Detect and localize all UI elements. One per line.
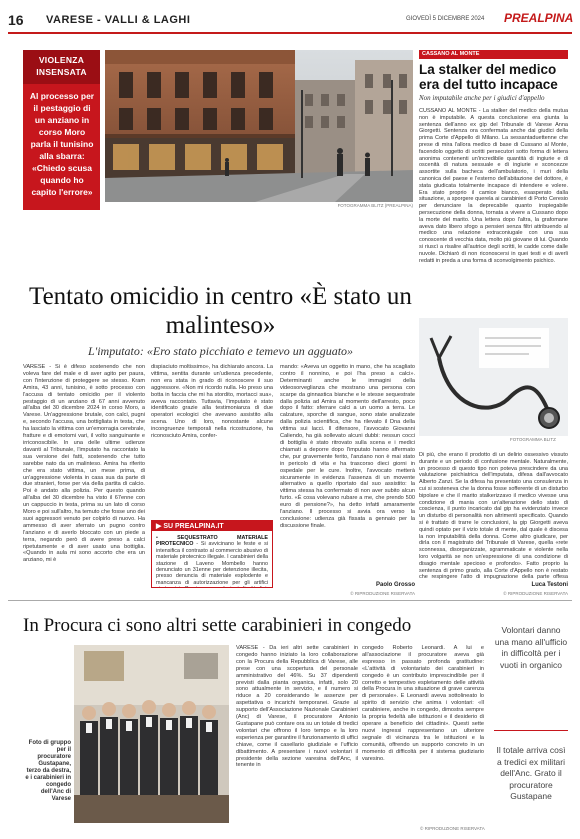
main-credit: © RIPRODUZIONE RISERVATA (350, 591, 415, 596)
promo-heading: ▶ SU PREALPINA.IT (152, 521, 272, 531)
right-author: Luca Testoni (531, 582, 568, 588)
doctor-photo (419, 318, 568, 436)
page-header (8, 8, 572, 34)
quote-divider (494, 730, 568, 731)
right-headline: La stalker del medico era del tutto incapace (419, 62, 558, 92)
pull-quote-2: Il totale arriva così a tredici ex militari dell'Anc. Grato il procuratore Gustapane (496, 745, 566, 801)
bottom-body-column-1: VARESE - Da ieri altri sette carabinieri in congedo hanno iniziato la loro collaborazione con la Procura della Repubblica di Varese, alle prese con una scopertura del personale amministrativo del 46%. Su 37 dipendenti previsti dalla pianta organica, infatti, solo 20 sono attualmente in servizio, e il numero si riduce a 20 considerando le assenze per aspettativa o incarichi temporanei. Grazie al supporto dell'Associazione Nazionale Carabinieri (Anc) di Varese, il procuratore Antonio Gustapane può contare ora su un totale di tredici volontari che offrono il loro tempo e la loro esperienza per garantire il funzionamento di uffici chiave, come il casellario giudiziale e l'ufficio dibattimento. A presentare i nuovi volontari il presidente della sezione varesina dell'Anc, il tenente in (236, 645, 358, 769)
carabinieri-group-image (74, 645, 229, 823)
promo-text: - Si avvicinano le feste e si intensifica il contrasto al commercio abusivo di materiale pirotecnico illegale. I carabinieri della stazione di Laveno Mombello hanno denunciato un 31enne per detenzione illecita, presso denuncia di materiale esplodente e mancanza di autorizzazione per gli artifici (156, 541, 268, 586)
promo-lead: SEQUESTRATO MATERIALE PIROTECNICO (156, 535, 268, 548)
street-photo (105, 50, 413, 202)
right-credit: © RIPRODUZIONE RISERVATA (503, 591, 568, 596)
newspaper-logo: PREALPINA (504, 11, 574, 25)
pull-quote-1: Volontari danno una mano all'ufficio in difficoltà per i vuoti in organico (494, 625, 568, 670)
right-body-part1: CUSSANO AL MONTE - La stalker del medico della mutua non è imputabile. A questa conclusione era giunta la sentenza dell'anno ex gip del Tribunale di Varese Anna Giorgetti. Sentenza ora confermata anche dai giudici della prima Corte d'Appello di Milano. La sessantaduettenne che prese di mira l'allora medico di base di Cussano al Monte, facendolo oggetto di scritti persecutori sotto forma di lettera anonima contenenti un'incredibile quantità di ingiurie e di oscenità di natura sessuale e di ingiurie e sconcezze assortite sulla bacheca dell'ambulatorio, i muri della canonica del paese e l'esterno dell'abitazione del dottore, è stata giudicata totalmente incapace di intendere e volere. Era stato proprio il camice bianco, esasperato dalla situazione, a sporgere querela ai carabinieri di Porto Ceresio per denunciare la deprecabile quanto inspiegabile persecuzione della donna, tornata a vivere a Cussano dopo la morte del marito. Una lettera dopo l'altra, la grafomane aveva dato libero sfogo a pensieri senza filtri attribuendo al medico una relazione extraconiugale con una sua conoscente di vecchia data, molto più giovane di lui. Quando si riuscì a risalire all'autrice degli scritti, le cadde come dalle nuvole. Dichiarò di non riconoscersi in quei testi e di averli redatti in preda a una forma di sconvolgimento psichico. (419, 108, 568, 264)
promo-body: • SEQUESTRATO MATERIALE PIROTECNICO - Si avvicinano le feste e si intensifica il contrasto al commercio abusivo di materiale pirotecnico illegale. I carabinieri della stazione di Laveno Mombello hanno denunciato un 31enne per detenzione illecita, presso denuncia di materiale esplodente e mancanza di autorizzazione per gli artifici (156, 535, 268, 588)
right-kicker: CASSANO AL MONTE (419, 50, 568, 59)
right-body-part2: Di più, che erano il prodotto di un delirio ossessivo vissuto durante e un periodo di confusione mentale. Naturalmente, un processo di questo tipo non poteva prescindere da una valutazione psichiatrica dell'imputata, difesa dall'avvocato Alberto Zanzi. Se la difesa ha presentato una consulenza in cui si sosteneva che la donna fosse sofferente di un disturbo bipolare e che il marito stalkerizzavo il medico vivesse una condizione di mania con un'alterazione dello stato di coscienza, il punto incaricato dal gip ha evidenziato invece un disturbo di personalità non altrimenti specificato. Quando si è trattato di trarre le conclusioni, la gip Giorgetti aveva quindi optato per il vizio totale di mente, dal quale è discesa la non imputabilità della donna. Come altro giudicare, per dirla con il magistrato del Tribunale di Varese, quella «rete sconnessa, disorganizzate, sgrammaticate e violente nella loro volgarità se non un'espressione di una condizione di disagio mentale specioso e profondo». Fatto proprio la sentenza di primo grado, alla Corte d'Appello non è restato che respingere l'atto di impugnazione della parte offesa (419, 452, 568, 580)
promo-box (151, 520, 273, 588)
sidebar-tag: VIOLENZA INSENSATA (23, 50, 100, 84)
main-headline: Tentato omicidio in centro «È stato un malinteso» (29, 283, 412, 339)
group-photo (74, 645, 229, 823)
issue-date: GIOVEDÌ 5 DICEMBRE 2024 (406, 16, 485, 22)
header-rule (8, 32, 572, 34)
bottom-body-column-2: congedo Roberto Leonardi. A lui e all'associazione il procuratore aveva già espresso in passato profonda gratitudine: «L'attività di volontariato dei carabinieri in congedo è un contributo imprescindibile per il corretto e tempestivo espletamento delle attività della Procura in una situazione di grave carenza di personale». E Leonardi aveva sottolineato lo spirito di servizio che anima i volontari: «Il carabiniere, anche in congedo, dimostra sempre la propria fedeltà alle istituzioni e il desiderio di operare a beneficio dei cittadini». Questi sette nuovi ingressi rappresentano un ulteriore segnale di vicinanza tra le istituzioni e la comunità, offrendo un supporto concreto in un momento di difficoltà per il sistema giudiziario varesino. (362, 645, 484, 762)
main-subheadline: L'imputato: «Ero stato picchiato e temevo un agguato» (87, 344, 354, 358)
main-author: Paolo Grosso (375, 582, 415, 588)
sidebar-summary: Al processo per il pestaggio di un anziano in corso Moro parla il tunisino alla sbarra: «Chiedo scusa quando ho capito l'errore» (29, 91, 95, 197)
group-photo-caption: Foto di gruppo per il procuratore Gustapane, terzo da destra, e i carabinieri in congedo dell'Anc di Varese (25, 740, 71, 802)
main-body-column-2: dispiaciuto moltissimo», ha dichiarato ancora. La vittima, sentita durante un'udienza precedente, non era stata in grado di riconoscere il suo aggressore. «Non mi ricordo nulla. Ho preso una botta in faccia che mi ha stordito, mortacci sua», aveva raccontato. Tuttavia, l'imputato è stato identificato grazie alla testimonianza di due operatori ecologici che avevano assistito alla scena. Uno di loro, nonostante alcune incongruenze temporali nella ricostruzione, ha riconosciuto Amira, confer- (151, 364, 273, 440)
main-body-column-1: VARESE - Si è difeso sostenendo che non voleva fare del male e di aver agito per paura, con l'intenzione di proteggere se stesso. Kram Amira, 43 anni, tunisino, è sotto processo con l'accusa di tentato omicidio per il violento pestaggio di un anziano di 67 anni avvenuto all'alba del 30 dicembre 2024 in corso Moro, a Varese. Un'aggressione brutale, con calci, pugni e, secondo l'accusa, una bottigliata in testa, che ha lasciato la vittima con un'emorragia cerebrale, fratture e di emotomi vari, il volto sanguinante e irriconoscibile. In una delle ultime udienze davanti al Tribunale, l'imputato ha raccontato la sua versione dei fatti, sostenendo che tutto sarebbe nato da un malinteso. Amira ha riferito che era stato vittima, un mese prima, di un'aggressione violenta in casa sua da parte di due stranieri, forse per via della partita di calcio. Poi è andato alla polizia. Per questo quando all'alba del 30 dicembre ha visto il 67enne con un cappuccio in testa, prima su un lato di corso Moro e poi sull'altro, ha temuto che fosse uno dei suoi aggressori venuto per colpirlo di nuovo. Ha ammesso di aver sferrato un pugno contro l'anziano e di averlo bloccato con un piede a terra, negando però di avere preso a calci ripetutamente e di aver usato una bottiglia. «Quando in aula mi sono accorto che era un anziano, mi è (23, 364, 145, 564)
corso-moro-street-image (105, 50, 413, 202)
section-title: VARESE - VALLI & LAGHI (46, 14, 191, 26)
stethoscope-image (419, 318, 568, 436)
bottom-credit: © RIPRODUZIONE RISERVATA (420, 826, 485, 831)
page-number: 16 (8, 12, 24, 28)
sidebar-box (23, 50, 100, 210)
main-body-column-3: mando: «Aveva un oggetto in mano, che ha scagliato contro il nonnino, e poi l'ha preso a calci». Determinanti anche le immagini della videosorveglianza che mostrano una persona con scarpe da ginnastica bianche e le stesse sequestrate dalla polizia ad Amira al momento dell'arresto, poco dopo il fatto: sferrare calci a un uomo a terra. Le calzature, sporche di sangue, sono state analizzate dalla polizia scientifica, che ha rilevato il Dna della vittima sui lacci. Il difensore, l'avvocato Giovanni Caliendo, ha già sollevato alcuni dubbi: nessun cocci di bottiglia è stato ritrovato sulla scena e i medici chiamati a deporre dopo l'imputato hanno affermato che, pur gravemente ferito, l'anziano non è mai stato in pericolo di vita e ha trascorso dieci giorni in ospedale per le cure. Inoltre, l'avvocato metterà sicuramente in evidenza l'assenza di un movente alternativo a quello riportato dal suo assistito: la vittima stessa ha confermato di non aver subito alcun furto. «È cosa volevano rubare a me, che prendo 500 euro di pensione?», ha detto infatti amaramente l'anziano. Il processo si avvia ora verso la conclusione: udienza già fissata a gennaio per la discussione finale. (280, 364, 415, 529)
right-subheadline: Non imputabile anche per i giudici d'appello (419, 94, 545, 102)
right-photo-caption: FOTOGRAMMA BLITZ (510, 437, 556, 442)
bottom-headline: In Procura ci sono altri sette carabinieri in congedo (23, 615, 412, 636)
photo-caption: FOTOGRAMMA BLITZ (PREALPINA) (337, 203, 413, 208)
section-divider (8, 600, 572, 601)
